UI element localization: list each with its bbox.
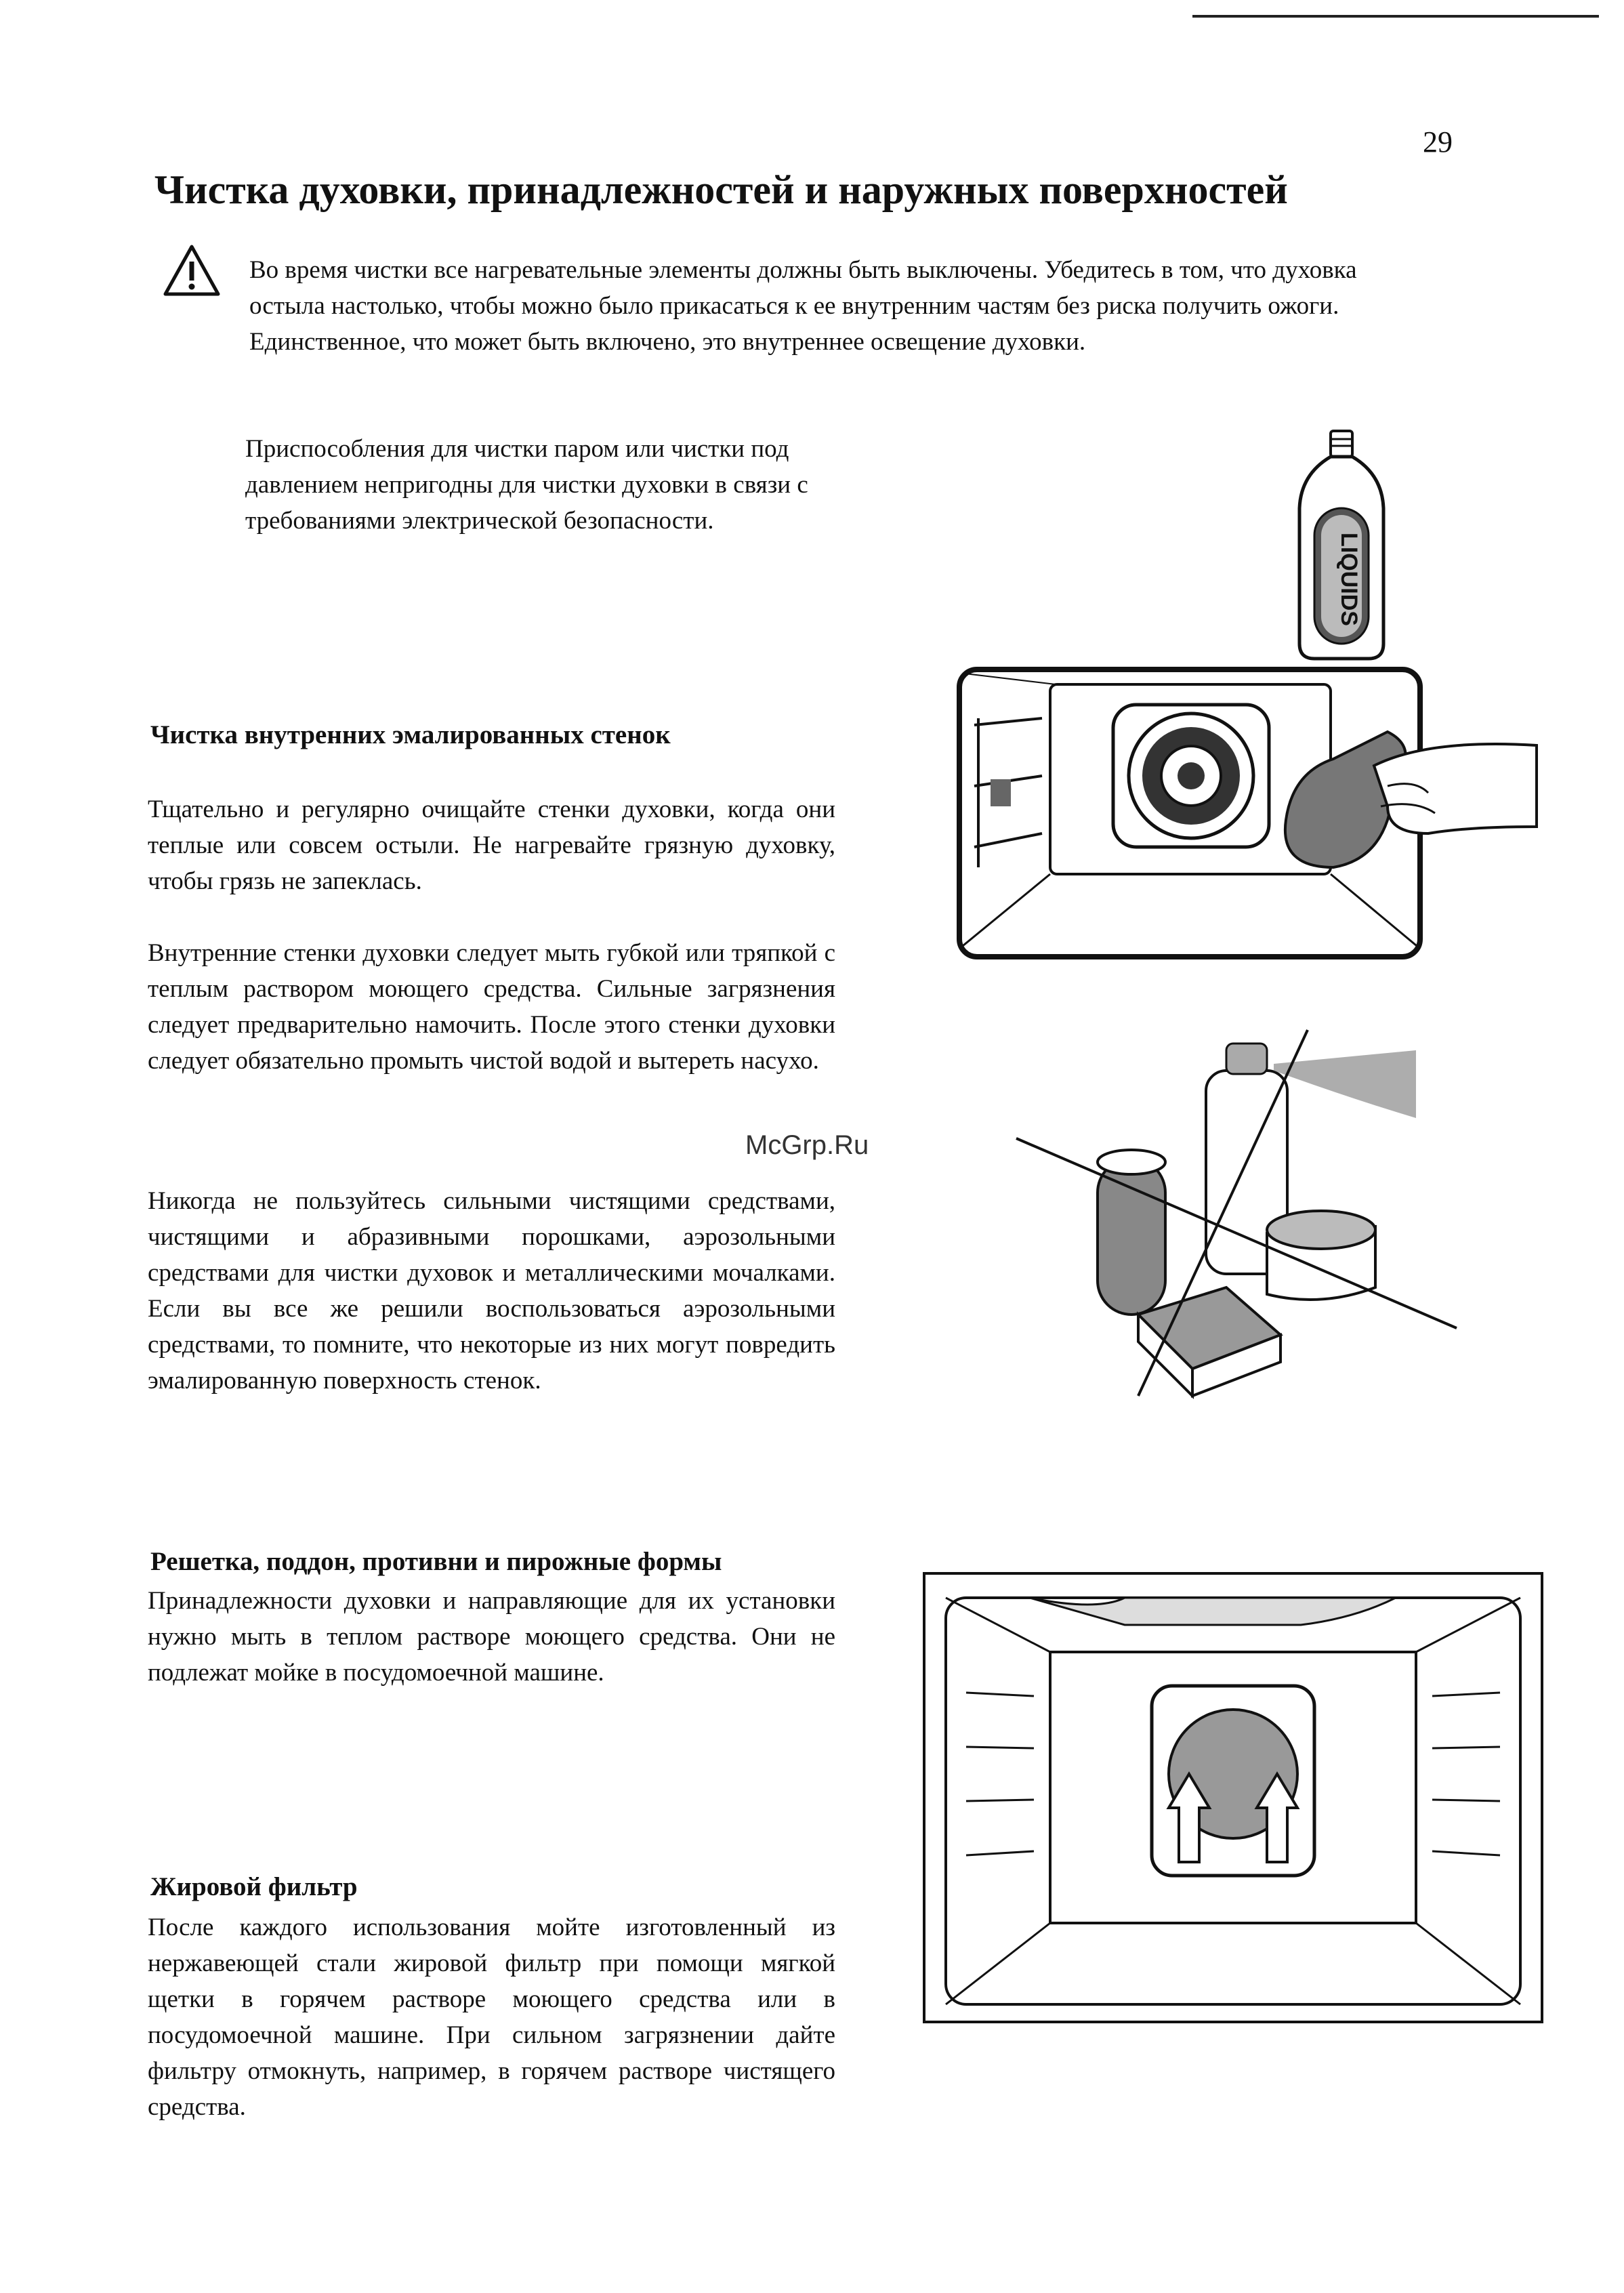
section-heading-walls: Чистка внутренних эмалированных стенок bbox=[150, 720, 671, 749]
steam-cleaner-note: Приспособления для чистки паром или чистки под давлением непригодны для чистки духовки в связи с требованиями электрической безопасности. bbox=[245, 435, 808, 535]
oven-cleaning-illustration bbox=[954, 664, 1543, 962]
cleaner-bottle-illustration bbox=[1274, 427, 1409, 664]
watermark-text: McGrp.Ru bbox=[745, 1130, 869, 1160]
warning-triangle-icon bbox=[163, 244, 221, 297]
page-number: 29 bbox=[1423, 125, 1453, 159]
grease-filter-paragraph: После каждого использования мойте изготовленный из нержавеющей стали жировой фильтр при помощи мягкой щетки в горячем растворе моющего средства или в посудомоечной машине. При сильном загрязнении дайте фильтру отмокнуть, например, в горячем растворе чистящего средства. bbox=[148, 1914, 835, 2121]
section-heading-racks: Решетка, поддон, противни и пирожные формы bbox=[150, 1547, 722, 1576]
walls-paragraph-2: Внутренние стенки духовки следует мыть губкой или тряпкой с теплым раствором моющего средства. Сильные загрязнения следует предварительно намочить. После этого стенки духовки следует обязательно промыть чистой водой и вытереть насухо. bbox=[148, 939, 835, 1075]
oven-interior-filter-illustration bbox=[921, 1571, 1545, 2025]
warning-text: Во время чистки все нагревательные элементы должны быть выключены. Убедитесь в том, что духовка остыла настолько, чтобы можно было прикасаться к ее внутренним частям без риска получить ожоги. Единственное, что может быть включено, это внутреннее освещение духовки. bbox=[249, 256, 1357, 356]
section-heading-grease-filter: Жировой фильтр bbox=[150, 1872, 358, 1901]
page-title: Чистка духовки, принадлежностей и наружных поверхностей bbox=[154, 167, 1288, 212]
walls-paragraph-3: Никогда не пользуйтесь сильными чистящими средствами, чистящими и абразивными порошками, аэрозольными средствами для чистки духовок и металлическими мочалками. Если вы все же решили воспользоваться аэрозольными средствами, то помните, что некоторые из них могут повредить эмалированную поверхность стенок. bbox=[148, 1187, 835, 1395]
walls-paragraph-1: Тщательно и регулярно очищайте стенки духовки, когда они теплые или совсем остыли. Не нагревайте грязную духовку, чтобы грязь не запеклась. bbox=[148, 796, 835, 895]
bottle-label: LIQUIDS bbox=[1336, 533, 1362, 626]
racks-paragraph: Принадлежности духовки и направляющие для их установки нужно мыть в теплом растворе моющего средства. Они не подлежат мойке в посудомоечной машине. bbox=[148, 1587, 835, 1687]
prohibited-cleaners-illustration bbox=[1009, 1016, 1470, 1409]
top-rule bbox=[1192, 15, 1599, 18]
